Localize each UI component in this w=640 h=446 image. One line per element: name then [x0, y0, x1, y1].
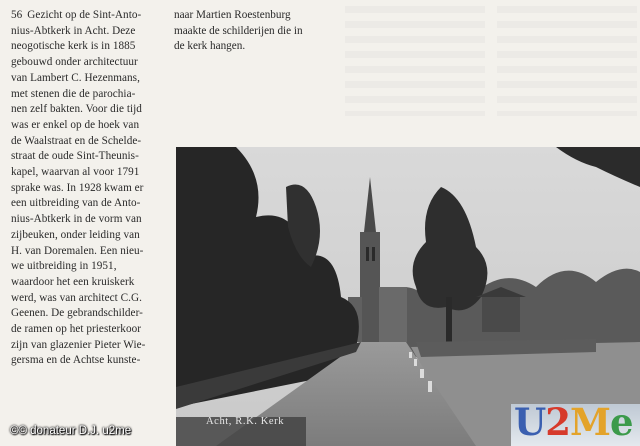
- bleed-through-text: [497, 6, 637, 116]
- middle-text-column: [174, 8, 339, 55]
- text-line: neogotische kerk is in 1885: [11, 40, 136, 53]
- text-line: straat de oude Sint-Theunis-: [11, 150, 139, 163]
- text-line: Geenen. De gebrandschilder-: [11, 307, 143, 320]
- text-line: werd, was van architect C.G.: [11, 291, 142, 304]
- copyright-watermark: ©© donateur D.J. u2me: [10, 425, 132, 437]
- page-number: 56: [11, 9, 23, 21]
- text-line: nen zelf bakten. Voor die tijd: [11, 103, 142, 116]
- u2me-logo: [511, 400, 640, 446]
- text-line: van Lambert C. Hezenmans,: [11, 71, 140, 84]
- text-line: met stenen die de parochia-: [11, 87, 136, 100]
- text-line: gersma en de Achtse kunste-: [11, 354, 141, 367]
- text-line: nius-Abtkerk in Acht. Deze: [11, 24, 136, 37]
- text-line: de ramen op het priesterkoor: [11, 323, 142, 336]
- text-line: waardoor het een kruiskerk: [11, 275, 135, 288]
- text-line: maakte de schilderijen die in: [174, 24, 303, 37]
- text-line: een uitbreiding van de Anto-: [11, 197, 141, 210]
- text-line: gebouwd onder architectuur: [11, 56, 138, 69]
- text-line: was er enkel op de hoek van: [11, 118, 140, 131]
- text-line: H. van Doremalen. Een nieu-: [11, 244, 144, 257]
- text-line: nius-Abtkerk in de vorm van: [11, 213, 142, 226]
- text-line: 56 Gezicht op de Sint-Anto-: [11, 9, 142, 21]
- text-line: zijn van glazenier Pieter Wie-: [11, 338, 146, 351]
- text-line: sprake was. In 1928 kwam er: [11, 181, 144, 194]
- text-line: we uitbreiding in 1951,: [11, 260, 117, 273]
- photo-caption: Acht, R.K. Kerk: [206, 416, 285, 427]
- pavilion: [482, 297, 520, 332]
- logo-text: U2Me: [514, 400, 633, 444]
- text-line: de Waalstraat en de Schelde-: [11, 134, 142, 147]
- text-line: kapel, waarvan al voor 1791: [11, 166, 140, 179]
- text-line: de kerk hangen.: [174, 40, 246, 53]
- text-line: naar Martien Roestenburg: [174, 9, 291, 21]
- bleed-through-text: [345, 6, 485, 116]
- left-text-column: [11, 8, 163, 369]
- text-line: zijbeuken, onder leiding van: [11, 228, 140, 241]
